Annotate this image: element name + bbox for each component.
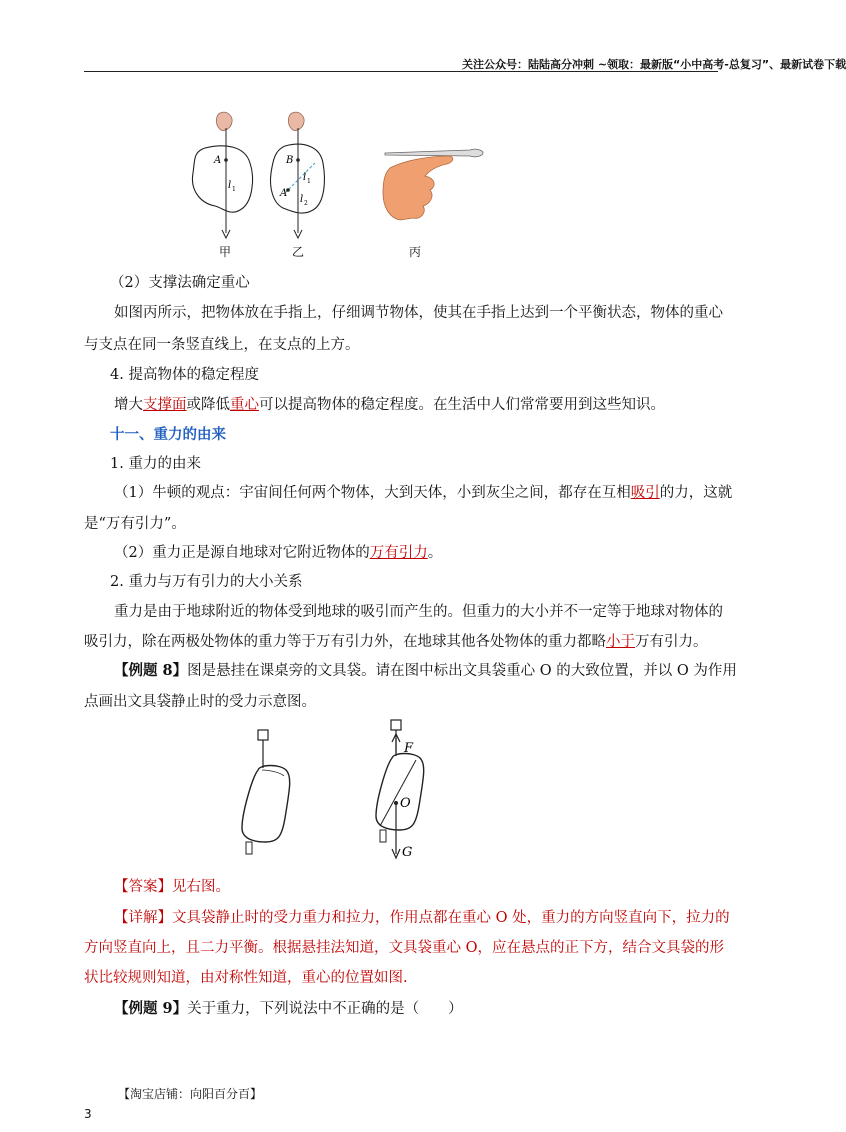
- figure-bing: [383, 149, 483, 220]
- answer-tag: 【答案】: [114, 879, 172, 895]
- s1-line1: 如图丙所示，把物体放在手指上，仔细调节物体，使其在手指上达到一个平衡状态，物体的重心: [114, 305, 723, 321]
- example8-tag: 【例题 8】: [114, 662, 188, 679]
- s3-p2: （2）重力正是源自地球对它附近物体的万有引力。: [114, 545, 443, 561]
- s3-p3-line1: 重力是由于地球附近的物体受到地球的吸引而产生的。但重力的大小并不一定等于地球对物体的: [114, 604, 723, 620]
- s3-sub1: 1. 重力的由来: [110, 456, 201, 472]
- example8-line2: 点画出文具袋静止时的受力示意图。: [84, 694, 316, 710]
- label-l2-sub-yi: 2: [304, 200, 308, 207]
- term-less-than: 小于: [606, 634, 635, 650]
- answer-line: [84, 872, 718, 902]
- s3-p1-line1: （1）牛顿的观点：宇宙间任何两个物体，大到天体，小到灰尘之间，都存在互相吸引的力，这就: [114, 485, 733, 501]
- s3-p1-line2: 是“万有引力”。: [84, 516, 186, 532]
- bag-right: [376, 720, 424, 860]
- caption-jia: 甲: [219, 245, 232, 259]
- figure-stationery-bag: [230, 718, 440, 863]
- footer-shop: 【淘宝店铺：向阳百分百】: [118, 1087, 263, 1101]
- label-l2-yi: l: [300, 194, 304, 205]
- label-l1-sub-jia: 1: [232, 186, 236, 193]
- label-F: F: [404, 741, 414, 756]
- s3-p3-line2: 吸引力，除在两极处物体的重力等于万有引力外，在地球其他各处物体的重力都略小于万有引力。: [84, 634, 708, 650]
- label-B-yi: B: [286, 155, 294, 166]
- term-support-surface: 支撑面: [143, 397, 187, 413]
- label-A-yi: A: [280, 188, 288, 199]
- detail-tag: 【详解】: [114, 910, 172, 926]
- label-l1-yi: l: [303, 172, 307, 183]
- term-center-of-gravity: 重心: [230, 397, 259, 413]
- label-l1-jia: l: [228, 180, 232, 191]
- detail-line2: 方向竖直向上，且二力平衡。根据悬挂法知道，文具袋重心 O，应在悬点的正下方，结合文具袋的形: [84, 940, 724, 956]
- detail-line1: 【详解】文具袋静止时的受力重力和拉力，作用点都在重心 O 处，重力的方向竖直向下，拉力的: [114, 910, 730, 926]
- section-heading: 十一、重力的由来: [110, 426, 226, 443]
- caption-bing: 丙: [409, 245, 422, 259]
- s3-sub2: 2. 重力与万有引力的大小关系: [110, 574, 303, 590]
- example9-tag: 【例题 9】: [114, 1000, 188, 1017]
- figure-jia: [192, 112, 252, 238]
- label-l1-sub-yi: 1: [307, 178, 311, 185]
- s1-line2: 与支点在同一条竖直线上，在支点的上方。: [84, 337, 360, 353]
- page-header: 关注公众号：陆陆高分冲刺 ~领取：最新版“小中高考-总复习”、最新试卷下载: [462, 58, 846, 71]
- s2-title: 4. 提高物体的稳定程度: [110, 367, 259, 383]
- figure-center-of-gravity-methods: [185, 108, 495, 248]
- answer-text: 见右图。: [172, 879, 230, 895]
- term-attraction: 吸引: [630, 485, 660, 501]
- figure-yi: [271, 112, 325, 238]
- label-A-jia: A: [214, 155, 222, 166]
- page-number: 3: [84, 1107, 92, 1121]
- detail-line3: 状比较规则知道，由对称性知道，重心的位置如图.: [84, 970, 408, 986]
- header-rule: [84, 71, 718, 72]
- s1-title: （2）支撑法确定重心: [110, 275, 250, 291]
- caption-yi: 乙: [292, 245, 305, 259]
- term-universal-gravitation: 万有引力: [369, 545, 428, 561]
- label-G: G: [402, 845, 413, 860]
- example9-line: 【例题 9】关于重力，下列说法中不正确的是（ ）: [114, 1000, 463, 1017]
- s2-paragraph: 增大支撑面或降低重心可以提高物体的稳定程度。在生活中人们常常要用到这些知识。: [114, 397, 665, 413]
- example8-line1: 【例题 8】图是悬挂在课桌旁的文具袋。请在图中标出文具袋重心 O 的大致位置，并以 O 为作用: [114, 662, 737, 679]
- bag-left: [242, 730, 290, 854]
- label-O: O: [400, 796, 411, 811]
